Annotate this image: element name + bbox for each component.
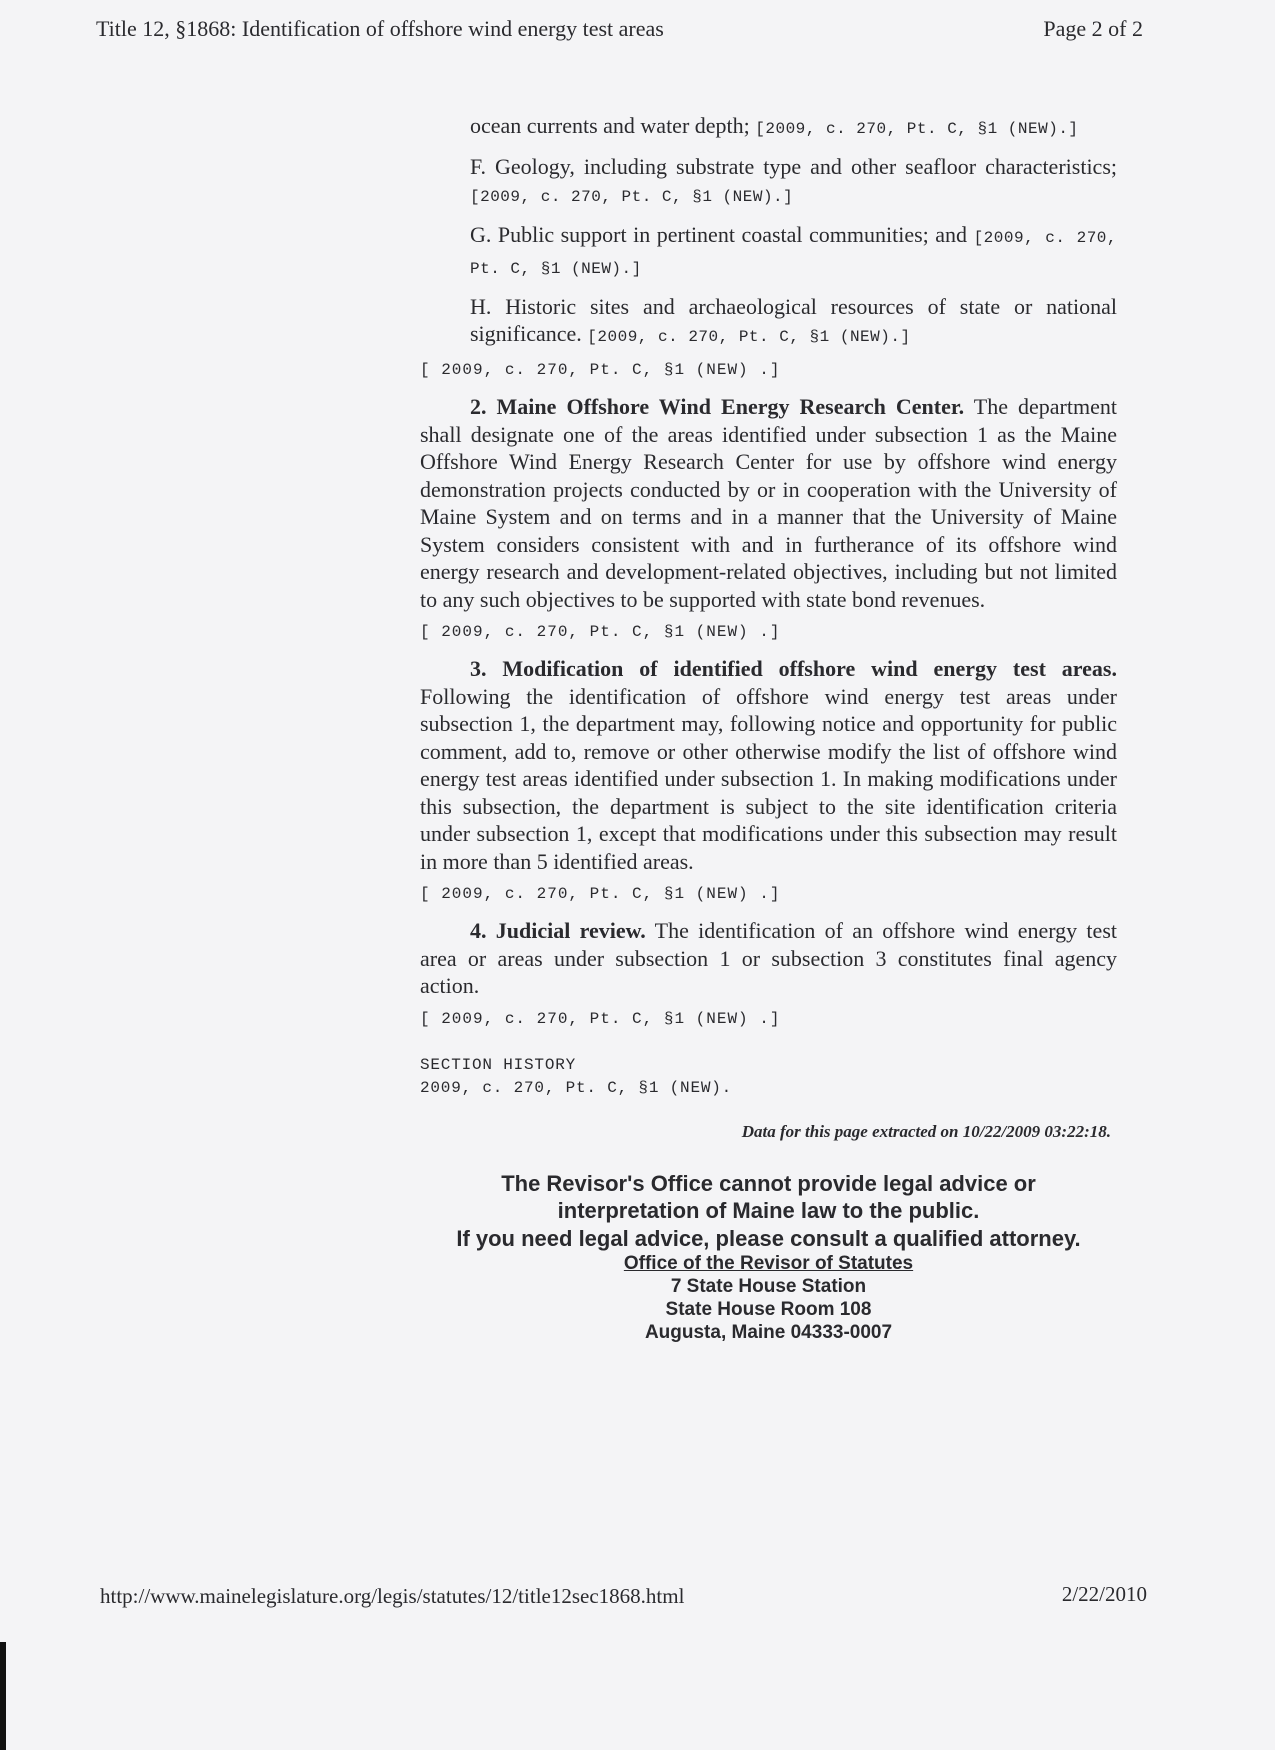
subsection-heading: 2. Maine Offshore Wind Energy Research Center. bbox=[470, 394, 965, 419]
extraction-date: Data for this page extracted on 10/22/2009 03:22:18. bbox=[741, 1121, 1111, 1141]
footer-date: 2/22/2010 bbox=[1061, 1582, 1147, 1606]
subsection-body: The identification of an offshore wind energy test area or areas under subsection 1 or subsection 3 constitutes final agency action. bbox=[420, 918, 1117, 998]
list-item-text: ocean currents and water depth; bbox=[470, 113, 756, 138]
list-item-citation: [2009, c. 270, Pt. C, §1 (NEW).] bbox=[755, 120, 1079, 138]
office-room: State House Room 108 bbox=[665, 1299, 872, 1320]
office-station: 7 State House Station bbox=[670, 1276, 867, 1297]
list-item-text: F. Geology, including substrate type and other seafloor characteristics; bbox=[470, 154, 1117, 179]
list-item-citation: [2009, c. 270, Pt. C, §1 (NEW).] bbox=[470, 188, 794, 206]
subsection-4 bbox=[420, 917, 1117, 1000]
legal-notice-line: interpretation of Maine law to the public. bbox=[557, 1198, 980, 1223]
legal-notice-line: The Revisor's Office cannot provide legal advice or bbox=[501, 1170, 1036, 1196]
list-item-g bbox=[470, 221, 1117, 283]
subsection-1-citation: [ 2009, c. 270, Pt. C, §1 (NEW) .] bbox=[420, 361, 781, 379]
section-history bbox=[420, 1054, 1117, 1100]
page-number: Page 2 of 2 bbox=[1043, 16, 1143, 41]
footer-url: http://www.mainelegislature.org/legis/statutes/12/title12sec1868.html bbox=[100, 1584, 685, 1608]
subsection-3-citation: [ 2009, c. 270, Pt. C, §1 (NEW) .] bbox=[420, 885, 781, 903]
legal-notice bbox=[420, 1170, 1117, 1253]
office-address bbox=[420, 1252, 1117, 1344]
subsection-2 bbox=[420, 393, 1117, 613]
office-name-link[interactable]: Office of the Revisor of Statutes bbox=[623, 1253, 914, 1274]
list-item-text: H. Historic sites and archaeological resources of state or national significance. bbox=[470, 294, 1117, 346]
page-header-title: Title 12, §1868: Identification of offshore wind energy test areas bbox=[96, 16, 664, 41]
section-history-title: SECTION HISTORY bbox=[420, 1055, 577, 1074]
subsection-2-citation: [ 2009, c. 270, Pt. C, §1 (NEW) .] bbox=[420, 623, 781, 641]
list-item-citation: [2009, c. 270, Pt. C, §1 (NEW).] bbox=[587, 328, 911, 346]
list-item-h bbox=[470, 293, 1117, 351]
section-history-entry: 2009, c. 270, Pt. C, §1 (NEW). bbox=[420, 1078, 733, 1097]
scan-edge-shadow bbox=[0, 1642, 6, 1750]
office-city: Augusta, Maine 04333-0007 bbox=[644, 1322, 893, 1343]
subsection-body: The department shall designate one of the areas identified under subsection 1 as the Maine Offshore Wind Energy Research Center for use by offshore wind energy demonstration projects conducted by or in cooperation with the University of Maine System and on terms and in a manner that the University of Maine System considers consistent with and in furtherance of its offshore wind energy research and development-related objectives, including but not limited to any such objectives to be supported with state bond revenues. bbox=[420, 394, 1117, 612]
list-item-text: G. Public support in pertinent coastal communities; and bbox=[470, 222, 974, 247]
legal-notice-line: If you need legal advice, please consult a qualified attorney. bbox=[456, 1225, 1081, 1251]
list-item-e-continued bbox=[470, 112, 1117, 143]
list-item-citation: [2009, c. 270, Pt. C, §1 (NEW).] bbox=[470, 229, 1118, 278]
subsection-4-citation: [ 2009, c. 270, Pt. C, §1 (NEW) .] bbox=[420, 1009, 781, 1028]
statute-content bbox=[420, 112, 1117, 1344]
subsection-heading: 3. Modification of identified offshore wind energy test areas. bbox=[470, 656, 1117, 681]
list-item-f bbox=[470, 153, 1117, 211]
subsection-heading: 4. Judicial review. bbox=[470, 918, 646, 943]
subsection-body: Following the identification of offshore wind energy test areas under subsection 1, the department may, following notice and opportunity for public comment, add to, remove or other otherwise modify the list of offshore wind energy test areas identified under subsection 1. In making modifications under this subsection, the department is subject to the site identification criteria under subsection 1, except that modifications under this subsection may result in more than 5 identified areas. bbox=[420, 683, 1117, 874]
subsection-3 bbox=[420, 655, 1117, 875]
